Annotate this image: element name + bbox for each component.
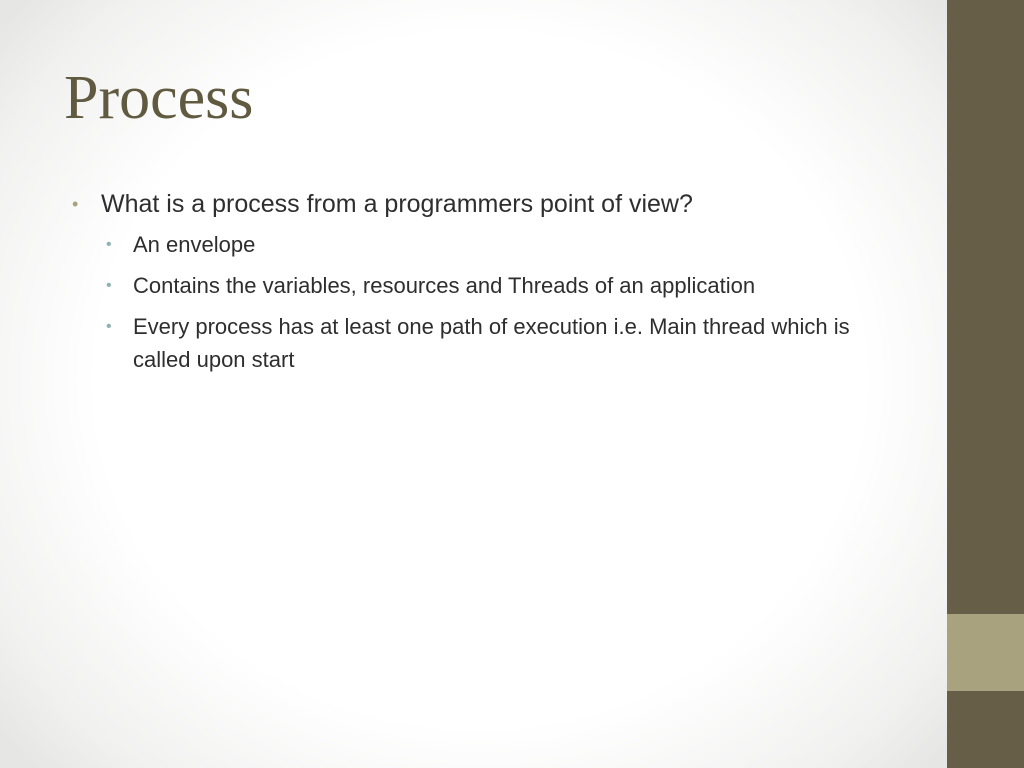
sub-bullet-item [106,269,892,302]
bullet-item [72,184,892,224]
bullet-text: What is a process from a programmers point of view? [101,190,693,218]
bullet-dot-icon: • [106,277,112,294]
side-accent-block [947,614,1024,691]
bullet-dot-icon: • [106,318,112,335]
sub-bullet-text: Contains the variables, resources and Threads of an application [133,273,756,298]
sub-bullet-text: Every process has at least one path of execution i.e. Main thread which is called upon start [133,314,850,372]
bullet-dot-icon: • [106,236,112,253]
sub-bullet-text: An envelope [133,232,256,257]
slide-content [72,184,892,384]
slide-title: Process [64,64,254,132]
sub-bullet-item [106,228,892,261]
sub-bullet-item [106,310,892,376]
bullet-dot-icon: • [72,194,79,214]
